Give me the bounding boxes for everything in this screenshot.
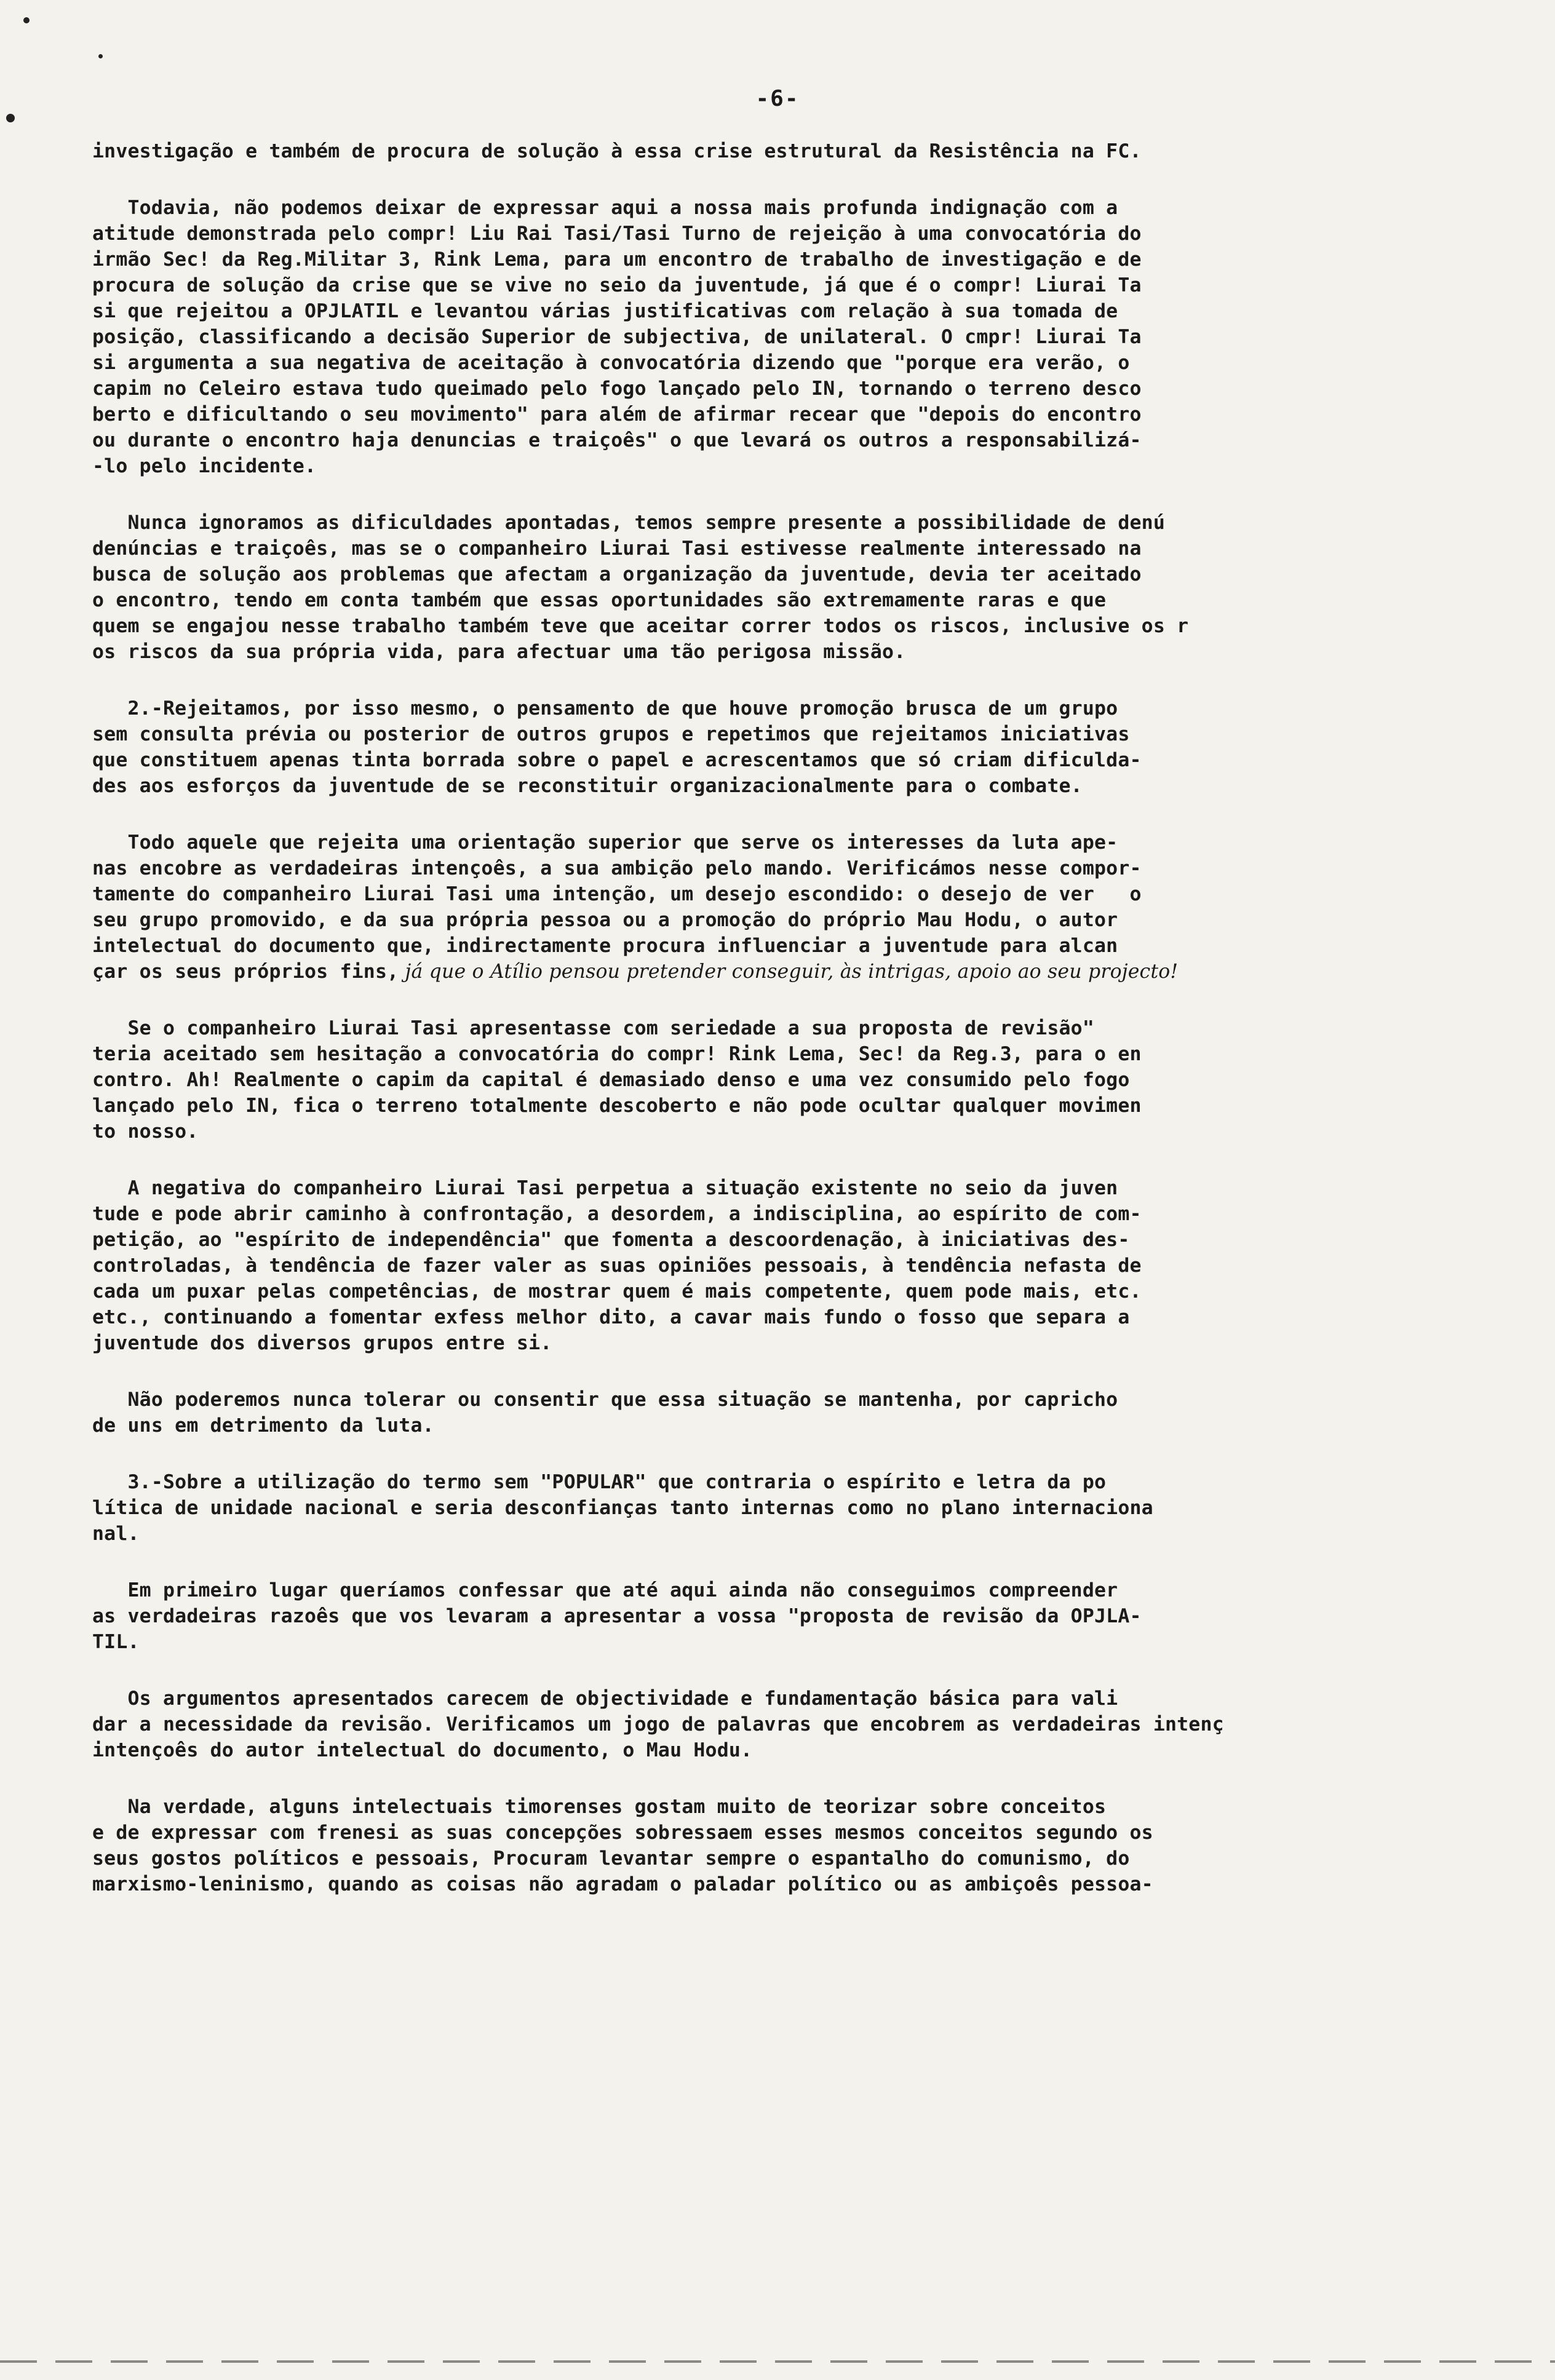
scan-speck — [98, 54, 103, 58]
text-line: tude e pode abrir caminho à confrontação, a desordem, a indisciplina, ao espírito de com- — [92, 1203, 1142, 1225]
text-line: Se o companheiro Liurai Tasi apresentasse com seriedade a sua proposta de revisão" — [92, 1017, 1094, 1039]
paragraph-gap — [92, 1438, 1495, 1469]
text-line: lítica de unidade nacional e seria desconfianças tanto internas como no plano internaciona — [92, 1497, 1153, 1519]
paragraph — [92, 1387, 1495, 1438]
text-line: posição, classificando a decisão Superior de subjectiva, de unilateral. O cmpr! Liurai Ta — [92, 326, 1142, 348]
text-line: os riscos da sua própria vida, para afectuar uma tão perigosa missão. — [92, 641, 906, 663]
text-line: nal. — [92, 1523, 140, 1545]
text-line: quem se engajou nesse trabalho também teve que aceitar correr todos os riscos, inclusive os r — [92, 615, 1189, 637]
text-line: lançado pelo IN, fica o terreno totalmente descoberto e não pode ocultar qualquer movimen — [92, 1095, 1142, 1117]
text-line: cada um puxar pelas competências, de mostrar quem é mais competente, quem pode mais, etc. — [92, 1280, 1142, 1303]
text-line: teria aceitado sem hesitação a convocatória do compr! Rink Lema, Sec! da Reg.3, para o en — [92, 1043, 1142, 1065]
text-line: contro. Ah! Realmente o capim da capital é demasiado denso e uma vez consumido pelo fogo — [92, 1069, 1130, 1091]
text-line: seu grupo promovido, e da sua própria pessoa ou a promoção do próprio Mau Hodu, o autor — [92, 909, 1118, 931]
text-line: to nosso. — [92, 1121, 199, 1143]
text-line: 3.-Sobre a utilização do termo sem "POPULAR" que contraria o espírito e letra da po — [92, 1471, 1107, 1493]
text-line: Nunca ignoramos as dificuldades apontadas, temos sempre presente a possibilidade de denú — [92, 512, 1165, 534]
text-line: ou durante o encontro haja denuncias e traiçoês" o que levará os outros a responsabilizá- — [92, 429, 1142, 451]
text-line: Todo aquele que rejeita uma orientação superior que serve os interesses da luta ape- — [92, 831, 1118, 854]
paragraph-gap — [92, 1655, 1495, 1686]
paragraph-gap — [92, 985, 1495, 1015]
text-line: A negativa do companheiro Liurai Tasi perpetua a situação existente no seio da juven — [92, 1177, 1118, 1199]
text-line: seus gostos políticos e pessoais, Procuram levantar sempre o espantalho do comunismo, do — [92, 1847, 1130, 1870]
text-line: Em primeiro lugar queríamos confessar que até aqui ainda não conseguimos compreender — [92, 1579, 1118, 1601]
scan-speck — [6, 114, 15, 122]
paragraph — [92, 195, 1495, 479]
bottom-rule — [0, 2360, 1555, 2363]
paragraph-gap — [92, 164, 1495, 195]
text-line: intelectual do documento que, indirectamente procura influenciar a juventude para alcan — [92, 935, 1118, 957]
text-line: tamente do companheiro Liurai Tasi uma intenção, um desejo escondido: o desejo de ver o — [92, 883, 1142, 905]
paragraph — [92, 1175, 1495, 1356]
paragraph-gap — [92, 665, 1495, 696]
text-line: Na verdade, alguns intelectuais timorenses gostam muito de teorizar sobre conceitos — [92, 1796, 1107, 1818]
text-line: sem consulta prévia ou posterior de outros grupos e repetimos que rejeitamos iniciativas — [92, 723, 1130, 745]
text-line: e de expressar com frenesi as suas concepções sobressaem esses mesmos conceitos segundo os — [92, 1822, 1153, 1844]
text-line: TIL. — [92, 1631, 140, 1653]
text-line: busca de solução aos problemas que afectam a organização da juventude, devia ter aceitado — [92, 563, 1142, 585]
text-line: capim no Celeiro estava tudo queimado pelo fogo lançado pelo IN, tornando o terreno desco — [92, 378, 1142, 400]
text-line: petição, ao "espírito de independência" que fomenta a descoordenação, à iniciativas des- — [92, 1229, 1130, 1251]
paragraph — [92, 1469, 1495, 1547]
paragraph-gap — [92, 1547, 1495, 1577]
text-line: atitude demonstrada pelo compr! Liu Rai Tasi/Tasi Turno de rejeição à uma convocatória do — [92, 223, 1142, 245]
paragraph — [92, 696, 1495, 799]
paragraph-gap — [92, 479, 1495, 510]
text-line: marxismo-leninismo, quando as coisas não agradam o paladar político ou as ambiçoês pessoa- — [92, 1873, 1153, 1895]
text-line: des aos esforços da juventude de se reconstituir organizacionalmente para o combate. — [92, 775, 1083, 797]
paragraph — [92, 510, 1495, 665]
scan-speck — [23, 17, 30, 23]
paragraph — [92, 1577, 1495, 1655]
text-line: o encontro, tendo em conta também que essas oportunidades são extremamente raras e que — [92, 589, 1107, 611]
paragraph — [92, 1015, 1495, 1144]
text-line: de uns em detrimento da luta. — [92, 1414, 434, 1437]
text-line: juventude dos diversos grupos entre si. — [92, 1332, 552, 1354]
text-line: que constituem apenas tinta borrada sobre o papel e acrescentamos que só criam dificulda- — [92, 749, 1142, 771]
handwritten-annotation: já que o Atílio pensou pretender conseguir, às intrigas, apoio ao seu projecto! — [399, 961, 1179, 983]
text-line: dar a necessidade da revisão. Verificamos um jogo de palavras que encobrem as verdadeiras intenç — [92, 1713, 1224, 1735]
text-line: controladas, à tendência de fazer valer as suas opiniões pessoais, à tendência nefasta de — [92, 1255, 1142, 1277]
text-line: nas encobre as verdadeiras intençoês, a sua ambição pelo mando. Verificámos nesse compor- — [92, 857, 1142, 879]
text-line: si argumenta a sua negativa de aceitação à convocatória dizendo que "porque era verão, o — [92, 352, 1130, 374]
paragraph — [92, 1686, 1495, 1763]
paragraph — [92, 138, 1495, 164]
text-line: procura de solução da crise que se vive no seio da juventude, já que é o compr! Liurai Ta — [92, 274, 1142, 296]
text-line: Os argumentos apresentados carecem de objectividade e fundamentação básica para vali — [92, 1688, 1118, 1710]
text-line: çar os seus próprios fins, já que o Atílio pensou pretender conseguir, às intrigas, apoio ao seu projecto! — [92, 961, 1179, 983]
text-line: denúncias e traiçoês, mas se o companheiro Liurai Tasi estivesse realmente interessado na — [92, 537, 1142, 560]
page-number: -6- — [755, 86, 800, 111]
text-line: investigação e também de procura de solução à essa crise estrutural da Resistência na FC. — [92, 140, 1142, 162]
paragraph — [92, 1794, 1495, 1897]
text-line: berto e dificultando o seu movimento" para além de afirmar recear que "depois do encontro — [92, 403, 1142, 426]
text-line: intençoês do autor intelectual do documento, o Mau Hodu. — [92, 1739, 753, 1761]
paragraph — [92, 830, 1495, 985]
text-line: 2.-Rejeitamos, por isso mesmo, o pensamento de que houve promoção brusca de um grupo — [92, 697, 1118, 720]
text-line: si que rejeitou a OPJLATIL e levantou várias justificativas com relação à sua tomada de — [92, 300, 1118, 322]
paragraph-gap — [92, 799, 1495, 830]
paragraph-gap — [92, 1356, 1495, 1387]
text-line: -lo pelo incidente. — [92, 455, 317, 477]
document-body — [92, 138, 1495, 1897]
text-line: irmão Sec! da Reg.Militar 3, Rink Lema, para um encontro de trabalho de investigação e de — [92, 248, 1142, 271]
text-line: Não poderemos nunca tolerar ou consentir que essa situação se mantenha, por capricho — [92, 1389, 1118, 1411]
text-line: as verdadeiras razoês que vos levaram a apresentar a vossa "proposta de revisão da OPJLA- — [92, 1605, 1142, 1627]
paragraph-gap — [92, 1763, 1495, 1794]
text-line: etc., continuando a fomentar exfess melhor dito, a cavar mais fundo o fosso que separa a — [92, 1306, 1130, 1328]
text-line: Todavia, não podemos deixar de expressar aqui a nossa mais profunda indignação com a — [92, 197, 1118, 219]
paragraph-gap — [92, 1144, 1495, 1175]
